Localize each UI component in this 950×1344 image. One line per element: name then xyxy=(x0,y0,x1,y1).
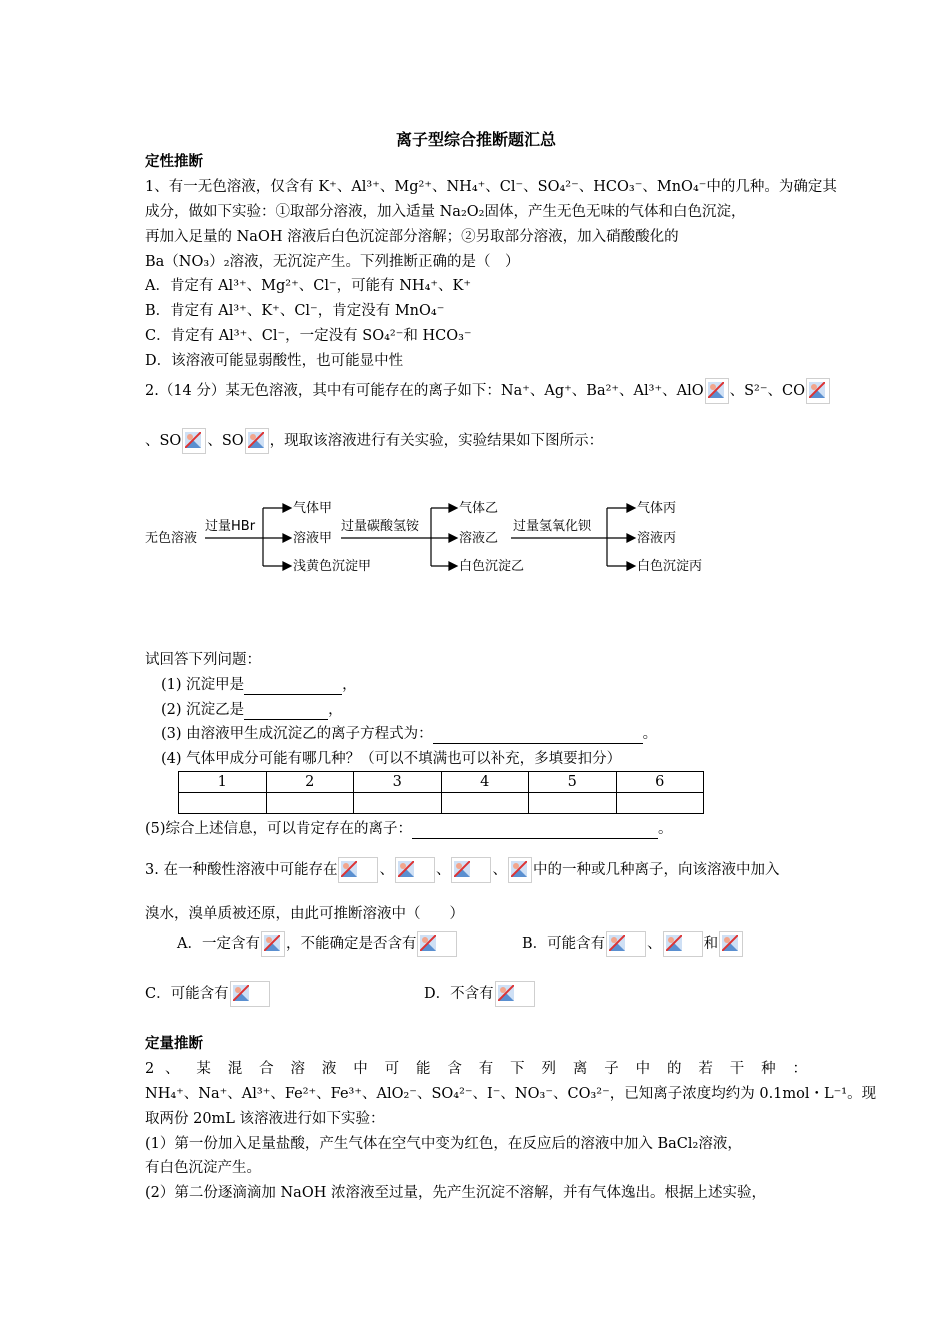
q3-option-c: C．可能含有 xyxy=(145,981,271,1007)
q4-line3: 取两份 20mL 该溶液进行如下实验： xyxy=(145,1111,385,1127)
q1-line1: 1、有一无色溶液，仅含有 K⁺、Al³⁺、Mg²⁺、NH₄⁺、Cl⁻、SO₄²⁻、HCO₃⁻、MnO₄⁻中的几种。为确定其 xyxy=(145,179,837,195)
broken-image-icon xyxy=(182,428,206,454)
question-1: (1) 沉淀甲是 ， xyxy=(161,677,357,693)
section-heading: 定量推断 xyxy=(145,1036,203,1052)
broken-image-icon xyxy=(230,981,270,1007)
q1-line2: 成分，做如下实验：①取部分溶液，加入适量 Na₂O₂固体，产生无色无味的气体和白色沉淀， xyxy=(145,204,746,220)
answer-blank[interactable] xyxy=(244,703,328,720)
answer-blank[interactable] xyxy=(433,727,643,744)
flow-precipitate-3: 白色沉淀丙 xyxy=(637,559,703,574)
question-5: (5)综合上述信息，可以肯定存在的离子： 。 xyxy=(145,821,673,837)
broken-image-icon xyxy=(663,931,703,957)
table-header-cell: 5 xyxy=(529,772,617,793)
flow-gas-1: 气体甲 xyxy=(293,501,333,516)
flow-reagent-1: 过量HBr xyxy=(205,519,256,534)
table-header-cell: 4 xyxy=(441,772,529,793)
table-answer-cell[interactable] xyxy=(441,793,529,814)
flow-precipitate-1: 浅黄色沉淀甲 xyxy=(293,559,372,574)
experiment-flowchart xyxy=(145,490,745,590)
broken-image-icon xyxy=(261,931,285,957)
broken-image-icon xyxy=(806,378,830,404)
flow-solution-3: 溶液丙 xyxy=(637,531,677,546)
q3-line2: 溴水，溴单质被还原，由此可推断溶液中（ ） xyxy=(145,906,464,922)
q3-option-b: B．可能含有 、 和 xyxy=(522,931,744,957)
flow-start: 无色溶液 xyxy=(145,531,198,546)
broken-image-icon xyxy=(508,857,532,883)
answer-table xyxy=(178,771,704,814)
table-header-cell: 1 xyxy=(179,772,267,793)
flow-reagent-3: 过量氢氧化钡 xyxy=(513,519,592,534)
broken-image-icon xyxy=(495,981,535,1007)
table-answer-cell[interactable] xyxy=(529,793,617,814)
broken-image-icon xyxy=(451,857,491,883)
table-header-cell: 6 xyxy=(616,772,704,793)
q1-option-a: A．肯定有 Al³⁺、Mg²⁺、Cl⁻，可能有 NH₄⁺、K⁺ xyxy=(145,278,472,294)
table-answer-cell[interactable] xyxy=(179,793,267,814)
section-heading: 定性推断 xyxy=(145,154,203,170)
question-4: (4) 气体甲成分可能有哪几种？（可以不填满也可以补充，多填要扣分） xyxy=(161,751,622,767)
broken-image-icon xyxy=(719,931,743,957)
q4-line2: NH₄⁺、Na⁺、Al³⁺、Fe²⁺、Fe³⁺、AlO₂⁻、SO₄²⁻、I⁻、NO₃⁻、CO₃²⁻，已知离子浓度均约为 0.1mol・L⁻¹。现 xyxy=(145,1086,877,1102)
answer-blank[interactable] xyxy=(412,822,658,839)
q4-line6: (2）第二份逐滴滴加 NaOH 浓溶液至过量，先产生沉淀不溶解，并有气体逸出。根据上述实验， xyxy=(145,1185,766,1201)
flow-gas-3: 气体丙 xyxy=(637,501,677,516)
page-title: 离子型综合推断题汇总 xyxy=(395,130,556,149)
table-answer-cell[interactable] xyxy=(354,793,442,814)
flow-solution-1: 溶液甲 xyxy=(293,531,333,546)
flow-gas-2: 气体乙 xyxy=(459,501,499,516)
q1-line4: Ba（NO₃）₂溶液，无沉淀产生。下列推断正确的是（ ） xyxy=(145,254,520,270)
q2-line1: 2.（14 分）某无色溶液，其中有可能存在的离子如下：Na⁺、Ag⁺、Ba²⁺、Al³⁺、AlO 、S²⁻、CO xyxy=(145,378,831,404)
q4-line5: 有白色沉淀产生。 xyxy=(145,1160,261,1176)
q3-option-a: A．一定含有 ，不能确定是否含有 xyxy=(177,931,458,957)
questions-intro: 试回答下列问题： xyxy=(145,652,261,668)
table-answer-cell[interactable] xyxy=(266,793,354,814)
q4-line1: 2 、 某 混 合 溶 液 中 可 能 含 有 下 列 离 子 中 的 若 干 种 ： xyxy=(145,1061,807,1077)
q1-option-d: D．该溶液可能显弱酸性，也可能显中性 xyxy=(145,353,404,369)
table-header-cell: 2 xyxy=(266,772,354,793)
question-2: (2) 沉淀乙是 ， xyxy=(161,702,343,718)
broken-image-icon xyxy=(606,931,646,957)
broken-image-icon xyxy=(245,428,269,454)
table-answer-cell[interactable] xyxy=(616,793,704,814)
q4-line4: (1）第一份加入足量盐酸，产生气体在空气中变为红色，在反应后的溶液中加入 BaCl₂溶液， xyxy=(145,1136,742,1152)
table-header-cell: 3 xyxy=(354,772,442,793)
question-3: (3) 由溶液甲生成沉淀乙的离子方程式为： 。 xyxy=(161,726,658,742)
q1-option-c: C．肯定有 Al³⁺、Cl⁻，一定没有 SO₄²⁻和 HCO₃⁻ xyxy=(145,328,472,344)
broken-image-icon xyxy=(705,378,729,404)
broken-image-icon xyxy=(338,857,378,883)
broken-image-icon xyxy=(395,857,435,883)
q1-line3: 再加入足量的 NaOH 溶液后白色沉淀部分溶解；②另取部分溶液，加入硝酸酸化的 xyxy=(145,229,679,245)
flow-reagent-2: 过量碳酸氢铵 xyxy=(341,519,420,534)
q1-option-b: B．肯定有 Al³⁺、K⁺、Cl⁻，肯定没有 MnO₄⁻ xyxy=(145,303,445,319)
broken-image-icon xyxy=(417,931,457,957)
q3-option-d: D．不含有 xyxy=(424,981,536,1007)
flow-solution-2: 溶液乙 xyxy=(459,531,499,546)
answer-blank[interactable] xyxy=(244,678,342,695)
q2-line2: 、SO 、SO ，现取该溶液进行有关实验，实验结果如下图所示： xyxy=(145,428,603,454)
flow-precipitate-2: 白色沉淀乙 xyxy=(459,559,525,574)
q3-line1: 3. 在一种酸性溶液中可能存在 、 、 、 中的一种或几种离子，向该溶液中加入 xyxy=(145,857,779,883)
